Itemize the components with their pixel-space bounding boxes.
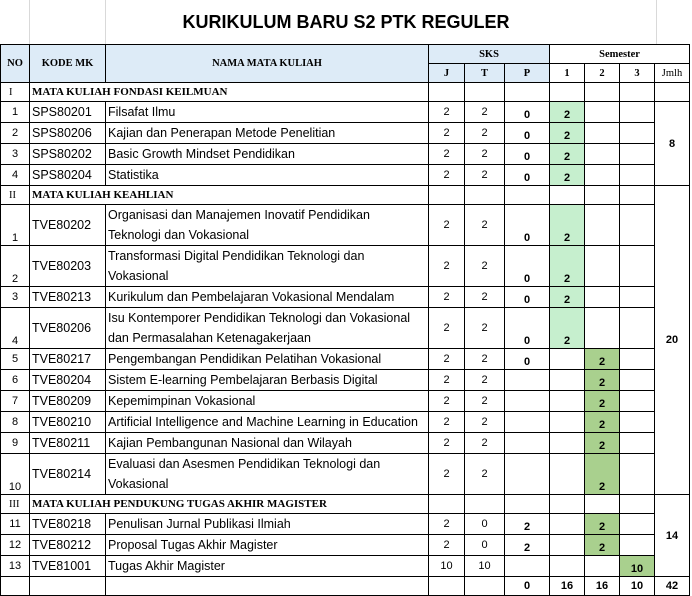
row-no: 4: [1, 165, 30, 186]
sks-p: 0: [505, 246, 550, 287]
sks-t: 2: [465, 287, 505, 308]
table-row: [1, 165, 690, 186]
course-code: TVE80217: [30, 349, 106, 370]
sks-j: 2: [429, 349, 465, 370]
course-code: TVE80218: [30, 514, 106, 535]
table-row: [1, 246, 690, 287]
course-code: TVE80210: [30, 412, 106, 433]
row-no: 2: [1, 123, 30, 144]
empty-cell: [585, 144, 620, 165]
empty-cell: [585, 556, 620, 577]
sks-p: [505, 370, 550, 391]
totals-row: [1, 577, 690, 596]
semester-2-sks: 2: [585, 412, 620, 433]
sks-j: 2: [429, 433, 465, 454]
row-no: 8: [1, 412, 30, 433]
empty-cell: [429, 495, 465, 514]
empty-cell: [620, 391, 655, 412]
row-no: 5: [1, 349, 30, 370]
sks-j: 2: [429, 308, 465, 349]
empty-cell: [620, 83, 655, 102]
row-no: 13: [1, 556, 30, 577]
sks-p: 0: [505, 308, 550, 349]
empty-cell: [585, 165, 620, 186]
total-jmlh: 42: [655, 577, 690, 596]
sks-p: 0: [505, 102, 550, 123]
empty-cell: [620, 514, 655, 535]
row-no: 4: [1, 308, 30, 349]
header-sem3: 3: [620, 64, 655, 83]
sks-j: 2: [429, 454, 465, 495]
course-name: Kajian dan Penerapan Metode Penelitian: [106, 123, 429, 144]
header-jmlh: Jmlh: [655, 64, 690, 83]
empty-cell: [106, 577, 429, 596]
course-name: Artificial Intelligence and Machine Learning in Education: [106, 412, 429, 433]
sks-j: 2: [429, 370, 465, 391]
empty-cell: [550, 370, 585, 391]
empty-cell: [465, 577, 505, 596]
sks-t: 0: [465, 535, 505, 556]
sks-j: 2: [429, 412, 465, 433]
course-code: SPS80204: [30, 165, 106, 186]
semester-2-sks: 2: [585, 349, 620, 370]
section-total: 14: [655, 495, 690, 577]
empty-cell: [505, 186, 550, 205]
sks-j: 2: [429, 514, 465, 535]
course-name: Penulisan Jurnal Publikasi Ilmiah: [106, 514, 429, 535]
sks-t: 2: [465, 144, 505, 165]
empty-cell: [585, 205, 620, 246]
sks-j: 2: [429, 287, 465, 308]
header-nama: NAMA MATA KULIAH: [106, 45, 429, 83]
course-code: TVE80213: [30, 287, 106, 308]
semester-3-sks: 10: [620, 556, 655, 577]
empty-cell: [505, 83, 550, 102]
course-name: Organisasi dan Manajemen Inovatif Pendidikan Teknologi dan Vokasional: [106, 205, 429, 246]
semester-1-sks: 2: [550, 287, 585, 308]
semester-2-sks: 2: [585, 391, 620, 412]
sks-p: 0: [505, 349, 550, 370]
sks-p: 0: [505, 144, 550, 165]
empty-cell: [429, 186, 465, 205]
sks-t: 2: [465, 165, 505, 186]
sks-t: 2: [465, 246, 505, 287]
empty-cell: [585, 123, 620, 144]
header-semester: Semester: [550, 45, 690, 64]
sks-t: 2: [465, 349, 505, 370]
header-sem1: 1: [550, 64, 585, 83]
gridline: [29, 0, 30, 44]
row-no: 7: [1, 391, 30, 412]
sks-j: 2: [429, 205, 465, 246]
empty-cell: [429, 83, 465, 102]
course-code: TVE80206: [30, 308, 106, 349]
course-name: Transformasi Digital Pendidikan Teknologi dan Vokasional: [106, 246, 429, 287]
sks-t: 0: [465, 514, 505, 535]
table-row: [1, 144, 690, 165]
table-row: [1, 514, 690, 535]
semester-1-sks: 2: [550, 123, 585, 144]
row-no: 1: [1, 205, 30, 246]
empty-cell: [620, 370, 655, 391]
sks-t: 2: [465, 205, 505, 246]
semester-1-sks: 2: [550, 246, 585, 287]
section-total: 20: [655, 186, 690, 495]
semester-1-sks: 2: [550, 205, 585, 246]
semester-1-sks: 2: [550, 165, 585, 186]
course-name: Proposal Tugas Akhir Magister: [106, 535, 429, 556]
course-code: TVE80209: [30, 391, 106, 412]
header-sks: SKS: [429, 45, 550, 64]
section-roman: I: [1, 83, 30, 102]
header-sem2: 2: [585, 64, 620, 83]
total-sem2: 16: [585, 577, 620, 596]
empty-cell: [620, 123, 655, 144]
table-row: [1, 391, 690, 412]
header-j: J: [429, 64, 465, 83]
empty-cell: [620, 287, 655, 308]
empty-cell: [505, 495, 550, 514]
course-code: TVE80202: [30, 205, 106, 246]
section-title: MATA KULIAH PENDUKUNG TUGAS AKHIR MAGISTER: [30, 495, 429, 514]
empty-cell: [620, 246, 655, 287]
gridline: [105, 0, 106, 44]
sks-p: [505, 412, 550, 433]
sks-j: 2: [429, 144, 465, 165]
semester-1-sks: 2: [550, 102, 585, 123]
course-name: Basic Growth Mindset Pendidikan: [106, 144, 429, 165]
empty-cell: [550, 514, 585, 535]
sks-t: 2: [465, 391, 505, 412]
sks-t: 2: [465, 454, 505, 495]
course-code: SPS80206: [30, 123, 106, 144]
sks-j: 2: [429, 391, 465, 412]
semester-2-sks: 2: [585, 535, 620, 556]
empty-cell: [585, 308, 620, 349]
sks-j: 2: [429, 102, 465, 123]
empty-cell: [620, 102, 655, 123]
empty-cell: [655, 83, 690, 102]
page-title: KURIKULUM BARU S2 PTK REGULER: [182, 12, 510, 32]
header-kode: KODE MK: [30, 45, 106, 83]
empty-cell: [550, 391, 585, 412]
section-roman: II: [1, 186, 30, 205]
semester-2-sks: 2: [585, 370, 620, 391]
course-code: TVE80204: [30, 370, 106, 391]
header-no: NO: [1, 45, 30, 83]
sks-t: 2: [465, 370, 505, 391]
row-no: 1: [1, 102, 30, 123]
empty-cell: [585, 287, 620, 308]
row-no: 9: [1, 433, 30, 454]
sks-p: [505, 391, 550, 412]
empty-cell: [620, 165, 655, 186]
sks-p: [505, 556, 550, 577]
empty-cell: [585, 186, 620, 205]
empty-cell: [550, 433, 585, 454]
sks-j: 2: [429, 246, 465, 287]
empty-cell: [620, 412, 655, 433]
table-row: [1, 535, 690, 556]
course-name: Kurikulum dan Pembelajaran Vokasional Mendalam: [106, 287, 429, 308]
semester-1-sks: 2: [550, 144, 585, 165]
table-row: [1, 370, 690, 391]
table-row: [1, 556, 690, 577]
sks-j: 2: [429, 535, 465, 556]
course-name: Evaluasi dan Asesmen Pendidikan Teknologi dan Vokasional: [106, 454, 429, 495]
sks-t: 2: [465, 102, 505, 123]
course-code: TVE80214: [30, 454, 106, 495]
empty-cell: [550, 556, 585, 577]
empty-cell: [620, 454, 655, 495]
empty-cell: [585, 495, 620, 514]
row-no: 6: [1, 370, 30, 391]
header-t: T: [465, 64, 505, 83]
sks-j: 2: [429, 165, 465, 186]
empty-cell: [550, 454, 585, 495]
empty-cell: [620, 205, 655, 246]
total-sem1: 16: [550, 577, 585, 596]
row-no: 3: [1, 144, 30, 165]
sks-j: 2: [429, 123, 465, 144]
row-no: 12: [1, 535, 30, 556]
table-row: [1, 433, 690, 454]
empty-cell: [620, 433, 655, 454]
course-name: Filsafat Ilmu: [106, 102, 429, 123]
row-no: 11: [1, 514, 30, 535]
empty-cell: [30, 577, 106, 596]
section-header-row: [1, 495, 690, 514]
section-roman: III: [1, 495, 30, 514]
semester-2-sks: 2: [585, 433, 620, 454]
course-name: Pengembangan Pendidikan Pelatihan Vokasional: [106, 349, 429, 370]
sks-p: 0: [505, 165, 550, 186]
empty-cell: [620, 144, 655, 165]
empty-cell: [550, 495, 585, 514]
row-no: 2: [1, 246, 30, 287]
course-code: SPS80202: [30, 144, 106, 165]
empty-cell: [465, 83, 505, 102]
sks-p: 2: [505, 514, 550, 535]
sks-p: [505, 433, 550, 454]
total-sem3: 10: [620, 577, 655, 596]
table-row: [1, 123, 690, 144]
row-no: 3: [1, 287, 30, 308]
empty-cell: [550, 349, 585, 370]
sks-t: 10: [465, 556, 505, 577]
row-no: 10: [1, 454, 30, 495]
section-title: MATA KULIAH KEAHLIAN: [30, 186, 429, 205]
empty-cell: [465, 186, 505, 205]
empty-cell: [550, 535, 585, 556]
sks-t: 2: [465, 433, 505, 454]
empty-cell: [550, 412, 585, 433]
table-row: [1, 412, 690, 433]
course-name: Statistika: [106, 165, 429, 186]
sks-p: 0: [505, 287, 550, 308]
table-row: [1, 308, 690, 349]
empty-cell: [585, 102, 620, 123]
header-p: P: [505, 64, 550, 83]
course-code: TVE80203: [30, 246, 106, 287]
course-name: Sistem E-learning Pembelajaran Berbasis Digital: [106, 370, 429, 391]
semester-2-sks: 2: [585, 454, 620, 495]
empty-cell: [620, 495, 655, 514]
table-row: [1, 287, 690, 308]
empty-cell: [620, 308, 655, 349]
course-code: TVE81001: [30, 556, 106, 577]
semester-1-sks: 2: [550, 308, 585, 349]
sks-p: 0: [505, 205, 550, 246]
course-name: Isu Kontemporer Pendidikan Teknologi dan Vokasional dan Permasalahan Ketenagakerjaan: [106, 308, 429, 349]
table-row: [1, 205, 690, 246]
sks-t: 2: [465, 412, 505, 433]
table-row: [1, 454, 690, 495]
empty-cell: [550, 83, 585, 102]
section-title: MATA KULIAH FONDASI KEILMUAN: [30, 83, 429, 102]
sks-p: 0: [505, 123, 550, 144]
sks-j: 10: [429, 556, 465, 577]
empty-cell: [585, 246, 620, 287]
empty-cell: [465, 495, 505, 514]
empty-cell: [429, 577, 465, 596]
empty-cell: [620, 186, 655, 205]
empty-cell: [1, 577, 30, 596]
course-name: Kajian Pembangunan Nasional dan Wilayah: [106, 433, 429, 454]
gridline: [656, 0, 657, 44]
sks-t: 2: [465, 308, 505, 349]
sks-p: [505, 454, 550, 495]
section-header-row: [1, 186, 690, 205]
empty-cell: [620, 535, 655, 556]
empty-cell: [550, 186, 585, 205]
section-total: 8: [655, 102, 690, 186]
sks-p: 2: [505, 535, 550, 556]
empty-cell: [585, 83, 620, 102]
course-code: SPS80201: [30, 102, 106, 123]
table-row: [1, 349, 690, 370]
course-code: TVE80212: [30, 535, 106, 556]
total-p: 0: [505, 577, 550, 596]
sks-t: 2: [465, 123, 505, 144]
section-header-row: [1, 83, 690, 102]
course-name: Kepemimpinan Vokasional: [106, 391, 429, 412]
semester-2-sks: 2: [585, 514, 620, 535]
course-name: Tugas Akhir Magister: [106, 556, 429, 577]
empty-cell: [620, 349, 655, 370]
course-code: TVE80211: [30, 433, 106, 454]
curriculum-table: [0, 44, 690, 596]
table-row: [1, 102, 690, 123]
